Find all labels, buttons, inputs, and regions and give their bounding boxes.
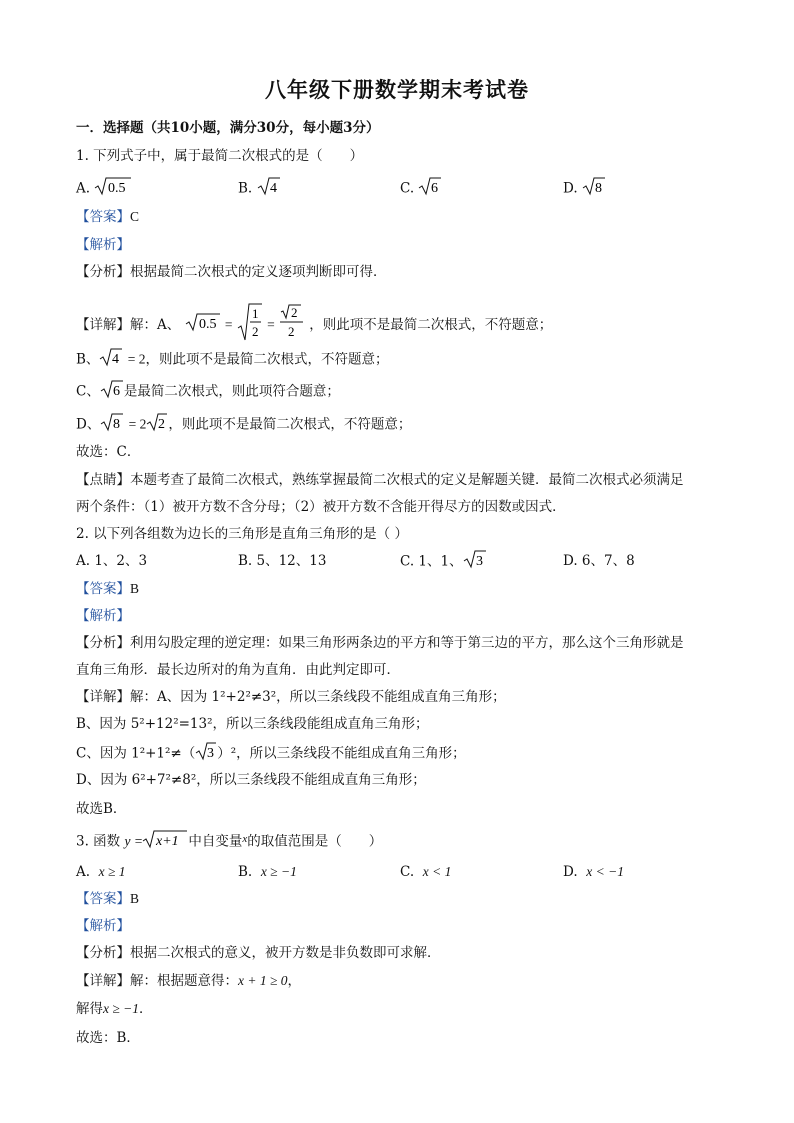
- svg-text:2: 2: [287, 324, 295, 339]
- q3-fenxi: 【分析】根据二次根式的意义，被开方数是非负数即可求解．: [76, 945, 441, 961]
- fraction-sqrt2: [279, 302, 305, 349]
- sqrt-symbol: [463, 549, 487, 575]
- q1-fenxi: 【分析】根据最简二次根式的定义逐项判断即可得．: [76, 264, 387, 280]
- q2-choose: 故选B．: [76, 801, 127, 817]
- sqrt-symbol: [100, 379, 124, 405]
- sqrt-symbol: [582, 176, 606, 202]
- q3-option-c: C. x < 1: [400, 864, 452, 880]
- q3-option-a: A. x ≥ 1: [76, 864, 126, 880]
- q3-option-b: B. x ≥ −1: [238, 864, 297, 880]
- sqrt-symbol: [100, 412, 124, 438]
- sqrt-symbol: [94, 176, 132, 202]
- svg-text:1: 1: [251, 306, 259, 321]
- q1-option-d: D. 8: [563, 176, 606, 202]
- q1-answer: 【答案】C: [76, 209, 140, 225]
- q1-detail-d: D、 8 = 2 2 ，则此项不是最简二次根式，不符题意；: [76, 412, 734, 438]
- section-heading: 一．选择题（共10小题，满分30分，每小题3分）: [76, 120, 380, 136]
- q2-fenxi-2: 直角三角形．最长边所对的角为直角．由此判定即可．: [76, 662, 400, 678]
- q3-answer: 【答案】B: [76, 891, 140, 907]
- question-3-stem: 3. 函数 y = x+1 中自变量$^x$的取值范围是（ ）: [76, 829, 734, 855]
- q1-detail-c: C、 6 是最简二次根式，则此项符合题意；: [76, 379, 734, 405]
- svg-text:6: 6: [112, 384, 120, 399]
- q2-detail-b: B、因为 5²+12²=13²，所以三条线段能组成直角三角形；: [76, 716, 429, 732]
- q2-detail-d: D、因为 6²+7²≠8²，所以三条线段不能组成直角三角形；: [76, 772, 426, 788]
- svg-text:2: 2: [158, 417, 166, 432]
- svg-text:8: 8: [594, 181, 602, 196]
- q1-option-a: A. 0.5: [76, 176, 132, 202]
- svg-text:3: 3: [475, 554, 483, 569]
- svg-text:6: 6: [431, 181, 439, 196]
- svg-text:3: 3: [207, 746, 215, 761]
- q3-detail: 【详解】解：根据题意得：x + 1 ≥ 0，: [76, 973, 302, 989]
- q1-choose: 故选：C．: [76, 444, 141, 460]
- q2-fenxi-1: 【分析】利用勾股定理的逆定理：如果三角形两条边的平方和等于第三边的平方，那么这个三角形就是: [76, 635, 684, 651]
- sqrt-symbol: [195, 741, 217, 767]
- svg-text:2: 2: [251, 324, 259, 339]
- q3-choose: 故选：B．: [76, 1030, 140, 1046]
- svg-text:0.5: 0.5: [198, 317, 217, 332]
- q3-analysis-tag: 【解析】: [76, 918, 130, 934]
- q2-option-c: C. 1、1、 3: [400, 549, 487, 575]
- svg-text:4: 4: [269, 181, 277, 196]
- q1-detail-b: B、 4 = 2，则此项不是最简二次根式，不符题意；: [76, 347, 734, 373]
- svg-text:4: 4: [112, 352, 120, 367]
- question-1-stem: 1. 下列式子中，属于最简二次根式的是（ ）: [76, 148, 364, 164]
- q1-option-b: B. 4: [238, 176, 281, 202]
- page-title: 八年级下册数学期末考试卷: [265, 77, 529, 102]
- q2-analysis-tag: 【解析】: [76, 608, 130, 624]
- svg-text:2: 2: [290, 305, 298, 320]
- sqrt-symbol: [418, 176, 442, 202]
- svg-text:x+1: x+1: [156, 834, 180, 849]
- q2-option-b: B. 5、12、13: [238, 553, 327, 569]
- q2-detail-c: C、因为 1²+1²≠（ 3 ）²，所以三条线段不能组成直角三角形；: [76, 741, 734, 767]
- q2-answer: 【答案】B: [76, 581, 140, 597]
- q1-detail-a: 【详解】解：A、 0.5 = 1 2 = 2 2 ，则此项不是最简二次根式，不符题意；: [76, 302, 734, 349]
- q1-dianjing-1: 【点睛】本题考查了最简二次根式，熟练掌握最简二次根式的定义是解题关键．最简二次根式必须满足: [76, 472, 684, 488]
- sqrt-fraction: [237, 302, 263, 349]
- sqrt-symbol: [185, 312, 221, 339]
- radicand: 0.5: [108, 181, 126, 196]
- q2-option-a: A. 1、2、3: [76, 553, 148, 569]
- q2-detail-a: 【详解】解：A、因为 1²+2²≠3²，所以三条线段不能组成直角三角形；: [76, 689, 506, 705]
- q1-analysis-tag: 【解析】: [76, 237, 130, 253]
- sqrt-symbol: [146, 412, 168, 438]
- q1-dianjing-2: 两个条件：（1）被开方数不含分母；（2）被开方数不含能开得尽方的因数或因式．: [76, 499, 566, 515]
- sqrt-symbol: [142, 829, 188, 855]
- sqrt-symbol: [257, 176, 281, 202]
- q3-solve: 解得x ≥ −1．: [76, 1001, 153, 1017]
- q2-option-d: D. 6、7、8: [563, 553, 635, 569]
- q1-option-c: C. 6: [400, 176, 442, 202]
- q3-option-d: D. x < −1: [563, 864, 624, 880]
- question-2-stem: 2. 以下列各组数为边长的三角形是直角三角形的是（ ）: [76, 526, 408, 542]
- svg-text:8: 8: [113, 417, 121, 432]
- sqrt-symbol: [99, 347, 123, 373]
